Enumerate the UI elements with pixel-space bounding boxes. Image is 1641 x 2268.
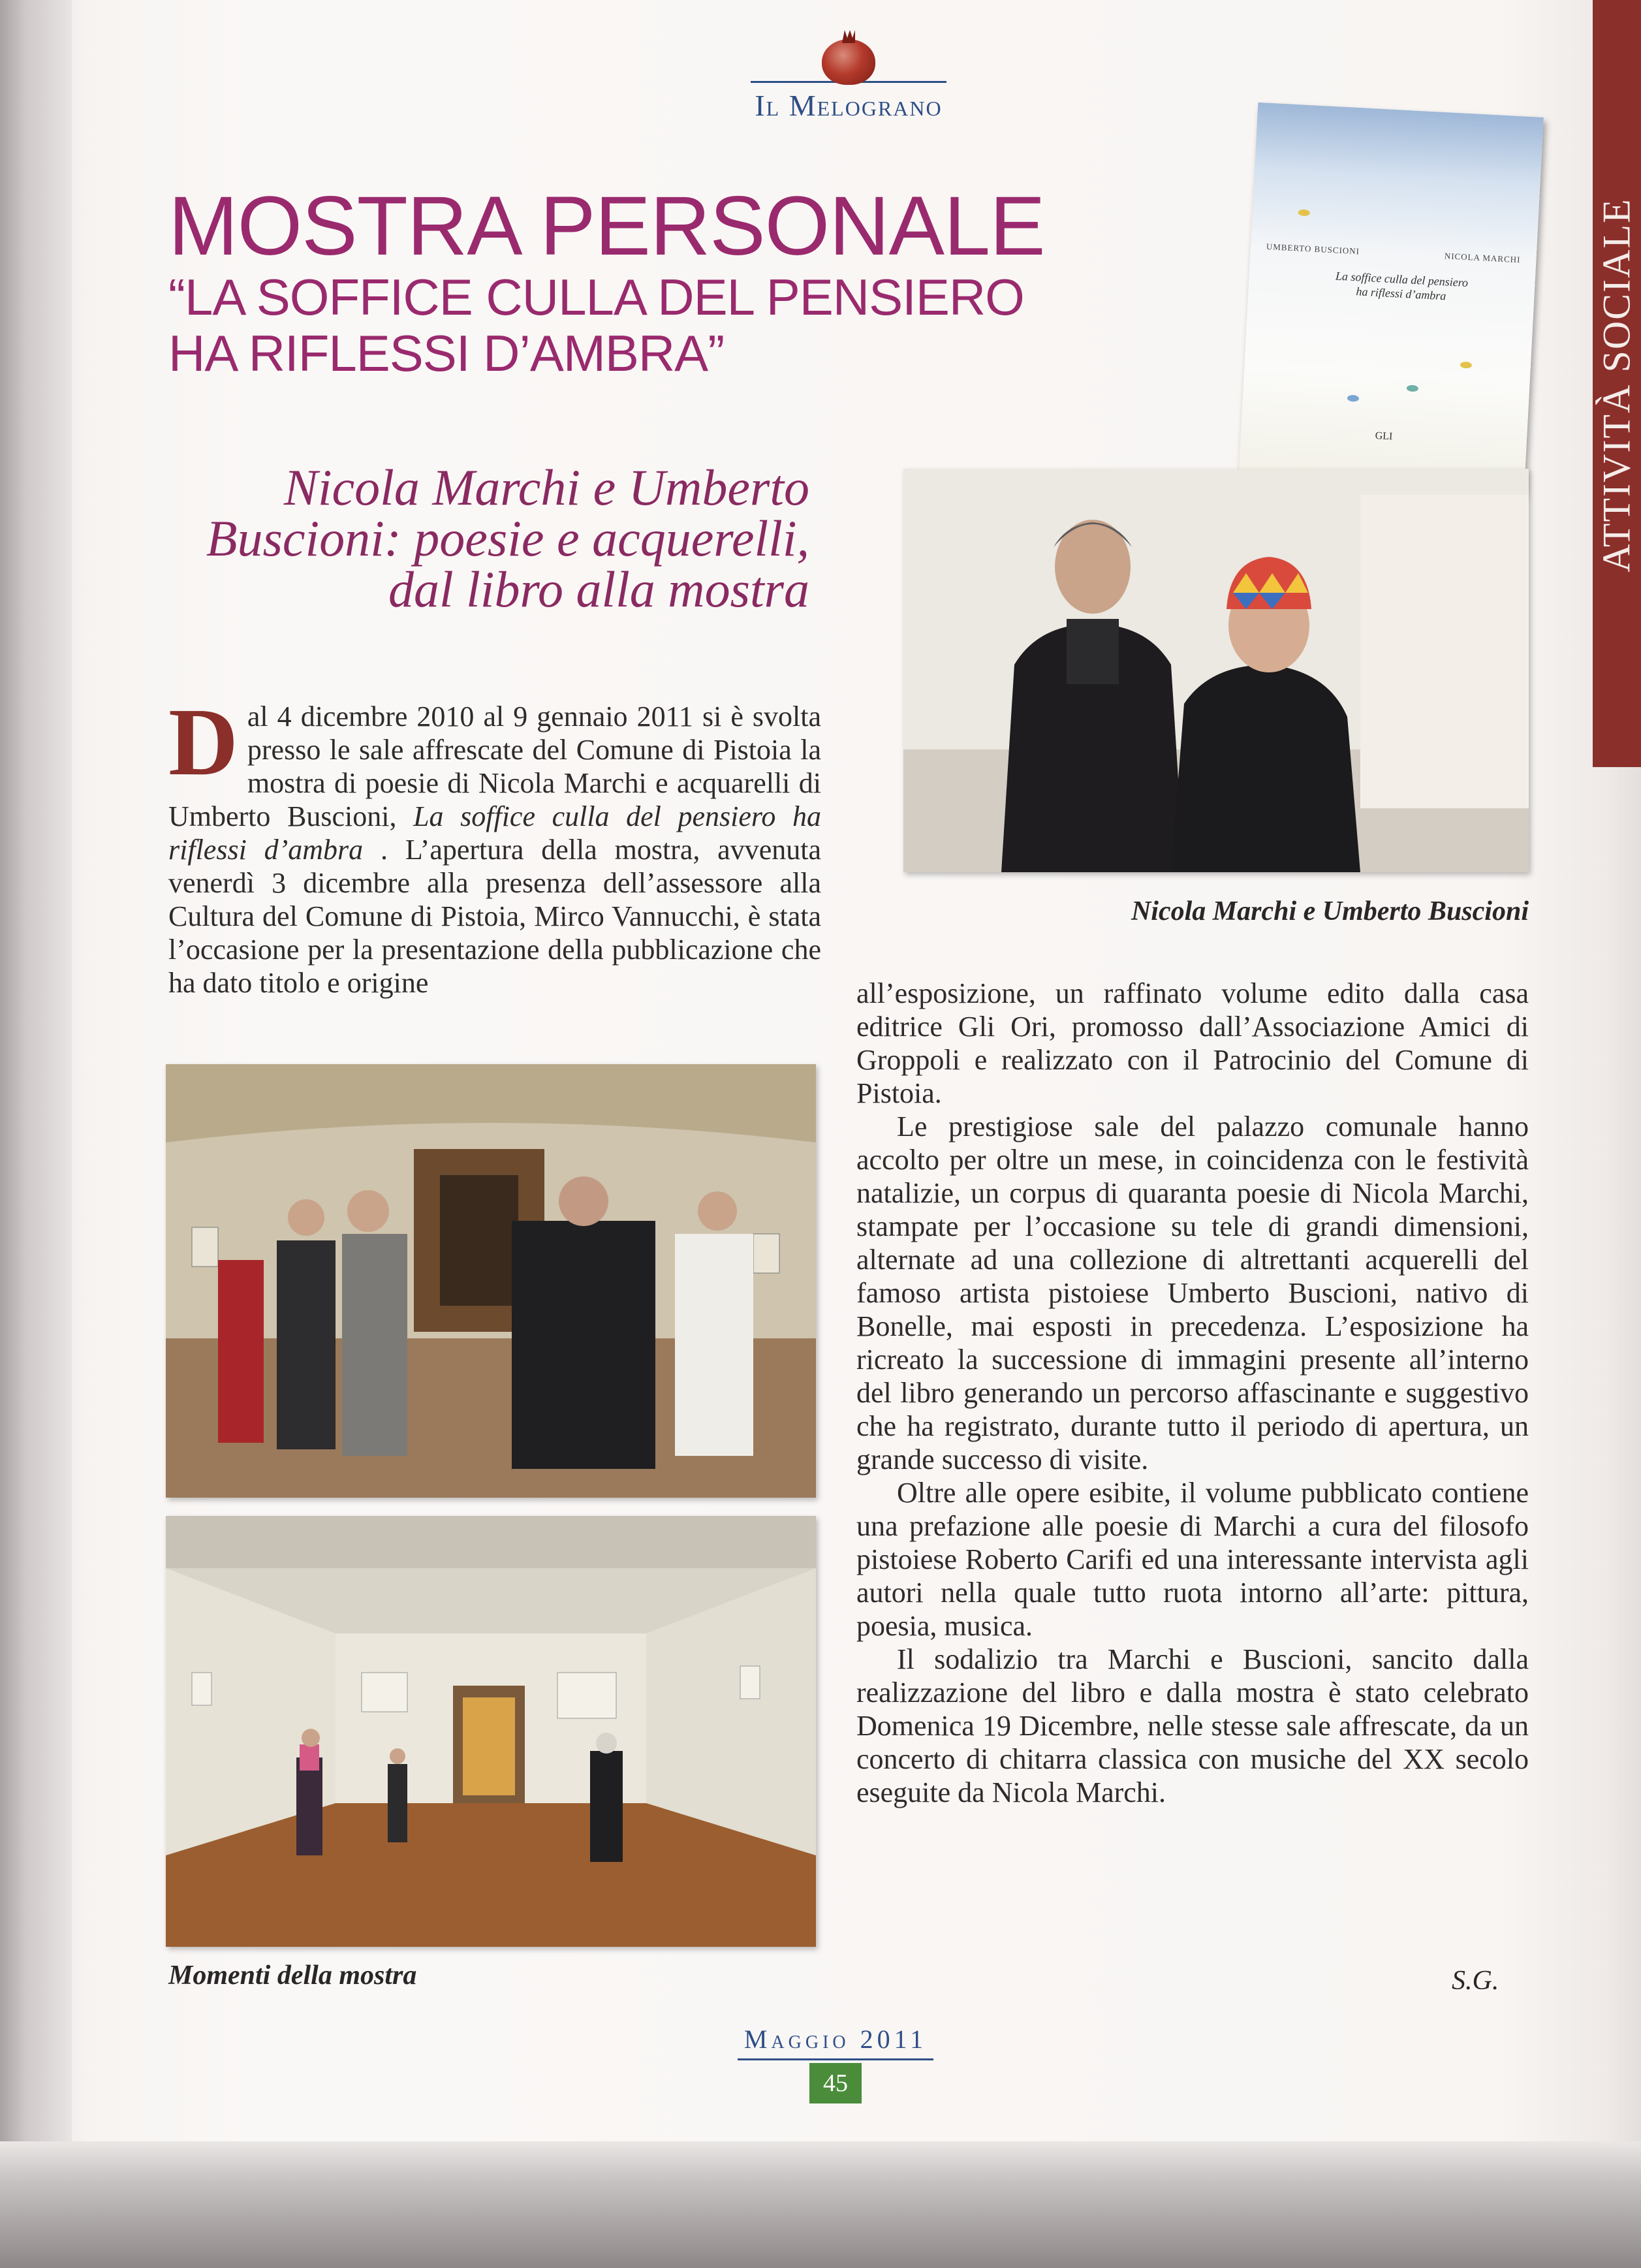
article-paragraph: Le prestigiose sale del palazzo comunale hanno accolto per oltre un mese, in coincidenza con le festività natalizie, un corpus di quaranta poesie di Nicola Marchi, stampate per l’occasione su tele di grandi dimensioni, alternate ad una collezione di altrettanti acquerelli del famoso artista pistoiese Umberto Buscioni, nativo di Bonelle, mai esposti in precedenza. L’esposizione ha ricreato la successione di immagini presente all’interno del libro generando un percorso affascinante e suggestivo che ha registrato, durante tutto il periodo di apertura, un grande successo di visite. — [856, 1110, 1529, 1475]
deck-line: Nicola Marchi e Umberto — [283, 459, 809, 516]
page-bottom-shadow — [0, 2141, 1641, 2268]
exhibition-photo-1 — [166, 1064, 816, 1498]
headline-subtitle-1: “LA SOFFICE CULLA DEL PENSIERO — [168, 268, 1024, 326]
cover-title-line: La soffice culla del pensiero — [1335, 269, 1469, 290]
masthead — [751, 39, 946, 123]
issue-date: Maggio 2011 — [743, 2024, 928, 2054]
pomegranate-logo-icon — [822, 39, 875, 85]
deck-line: dal libro alla mostra — [388, 561, 809, 618]
article-paragraph — [168, 689, 821, 1000]
masthead-title: Il Melograno — [755, 89, 943, 122]
page-footer — [738, 2024, 933, 2103]
cover-author-right: NICOLA MARCHI — [1444, 251, 1521, 265]
article-column-right — [856, 977, 1529, 1809]
page-binding-shadow — [0, 0, 72, 2268]
gallery-caption: Momenti della mostra — [168, 1961, 417, 1991]
paragraph-text: . L’apertura della mostra, avvenuta venerdì 3 dicembre alla presenza dell’assessore alla Cultura del Comune di Pistoia, Mirco Vannucchi, è stata l’occasione per la presentazione della pubblicazione che ha dato titolo e origine — [168, 834, 821, 999]
drop-cap: D — [168, 689, 238, 796]
section-tab — [1593, 0, 1641, 767]
cover-publisher-mark: GLI — [1375, 430, 1393, 443]
headline-subtitle-2: HA RIFLESSI D’AMBRA” — [168, 324, 725, 382]
cover-authors — [1266, 242, 1521, 265]
portrait-photo-illustration — [903, 469, 1529, 872]
exhibition-photo-2-illustration — [166, 1516, 816, 1947]
watercolor-spot — [1407, 385, 1418, 392]
footer-rule — [738, 2058, 933, 2060]
author-signature: S.G. — [1452, 1966, 1499, 1996]
portrait-photo — [903, 469, 1529, 872]
page-number: 45 — [809, 2063, 862, 2103]
headline-main: MOSTRA PERSONALE — [168, 180, 1045, 273]
article-paragraph: Il sodalizio tra Marchi e Buscioni, sancito dalla realizzazione del libro e dalla mostra è stato celebrato Domenica 19 Dicembre, nelle stesse sale affrescate, da un concerto di chitarra classica con musiche del XX secolo eseguite da Nicola Marchi. — [856, 1643, 1529, 1808]
book-title-italic: La soffice culla del pensiero ha riflessi d’ambra — [168, 800, 821, 866]
section-tab-label: ATTIVITÀ SOCIALE — [1595, 198, 1638, 573]
portrait-caption: Nicola Marchi e Umberto Buscioni — [1131, 896, 1529, 926]
exhibition-photo-2 — [166, 1516, 816, 1947]
exhibition-photo-1-illustration — [166, 1064, 816, 1498]
watercolor-spot — [1460, 362, 1472, 369]
cover-title — [1287, 266, 1516, 307]
article-paragraph: Oltre alle opere esibite, il volume pubblicato contiene una prefazione alle poesie di Marchi a cura del filosofo pistoiese Roberto Carifi ed una interessante intervista agli autori nella quale tutto ruota intorno all’arte: pittura, poesia, musica. — [856, 1477, 1529, 1642]
deck-line: Buscioni: poesie e acquerelli, — [206, 510, 809, 567]
paragraph-text: al 4 dicembre 2010 al 9 gennaio 2011 si è svolta presso le sale affrescate del Comune di Pistoia la mostra di poesie di Nicola Marchi e acquarelli di Umberto Buscioni, — [168, 701, 821, 832]
article-column-left — [168, 689, 821, 1000]
cover-title-line: ha riflessi d’ambra — [1356, 285, 1446, 303]
cover-author-left: UMBERTO BUSCIONI — [1266, 241, 1360, 257]
article-headline — [168, 180, 1082, 382]
book-cover-image — [1238, 102, 1544, 496]
article-deck — [176, 459, 809, 618]
watercolor-spot — [1298, 209, 1309, 216]
article-paragraph: all’esposizione, un raffinato volume edito dalla casa editrice Gli Ori, promosso dall’Associazione Amici di Groppoli e realizzato con il Patrocinio del Comune di Pistoia. — [856, 977, 1529, 1109]
watercolor-spot — [1347, 395, 1359, 402]
